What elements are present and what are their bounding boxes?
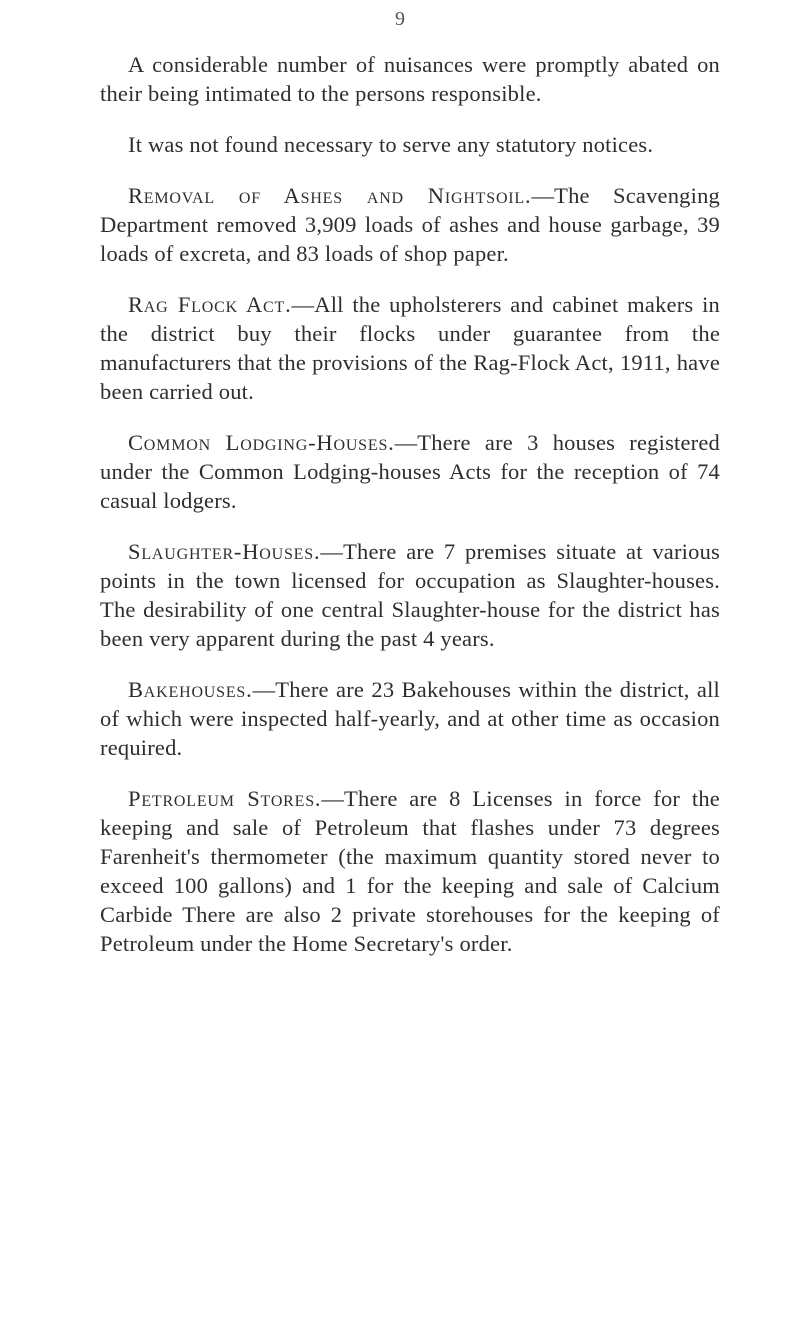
paragraph-text: —There are 3 houses registered under the Common Lodging-houses Acts for the reception of 74 casual lodgers. <box>100 430 720 513</box>
paragraph-heading: Petroleum Stores. <box>128 786 322 811</box>
body-text <box>100 50 720 980</box>
paragraph-common-lodging-houses <box>100 428 720 515</box>
paragraph-heading: Removal of Ashes and Nightsoil. <box>128 183 532 208</box>
paragraph-text: —The Scavenging Department removed 3,909 loads of ashes and house garbage, 39 loads of excreta, and 83 loads of shop paper. <box>100 183 720 266</box>
paragraph-text: —There are 23 Bakehouses within the district, all of which were inspected half-yearly, and at other time as occasion required. <box>100 677 720 760</box>
paragraph-bakehouses <box>100 675 720 762</box>
paragraph-text: A considerable number of nuisances were promptly abated on their being intimated to the persons responsible. <box>100 52 720 106</box>
paragraph-statutory-notices <box>100 130 720 159</box>
paragraph-text: —There are 7 premises situate at various points in the town licensed for occupation as Slaughter-houses. The desirability of one central Slaughter-house for the district has been very apparent during the past 4 years. <box>100 539 720 651</box>
paragraph-slaughter-houses <box>100 537 720 653</box>
paragraph-heading: Rag Flock Act. <box>128 292 292 317</box>
paragraph-heading: Slaughter-Houses. <box>128 539 321 564</box>
paragraph-rag-flock-act <box>100 290 720 406</box>
paragraph-text: It was not found necessary to serve any statutory notices. <box>128 132 654 157</box>
page-number: 9 <box>395 8 405 30</box>
paragraph-petroleum-stores <box>100 784 720 958</box>
paragraph-text: —There are 8 Licenses in force for the keeping and sale of Petroleum that flashes under 73 degrees Farenheit's thermometer (the maximum quantity stored never to exceed 100 gallons) and 1 for the keeping and sale of Calcium Carbide There are also 2 private storehouses for the keeping of Petroleum under the Home Secretary's order. <box>100 786 720 956</box>
paragraph-heading: Bakehouses. <box>128 677 253 702</box>
paragraph-removal-of-ashes <box>100 181 720 268</box>
paragraph-heading: Common Lodging-Houses. <box>128 430 395 455</box>
paragraph-text: —All the upholsterers and cabinet makers in the district buy their flocks under guarantee from the manufacturers that the provisions of the Rag-Flock Act, 1911, have been carried out. <box>100 292 720 404</box>
paragraph-nuisances-abated <box>100 50 720 108</box>
